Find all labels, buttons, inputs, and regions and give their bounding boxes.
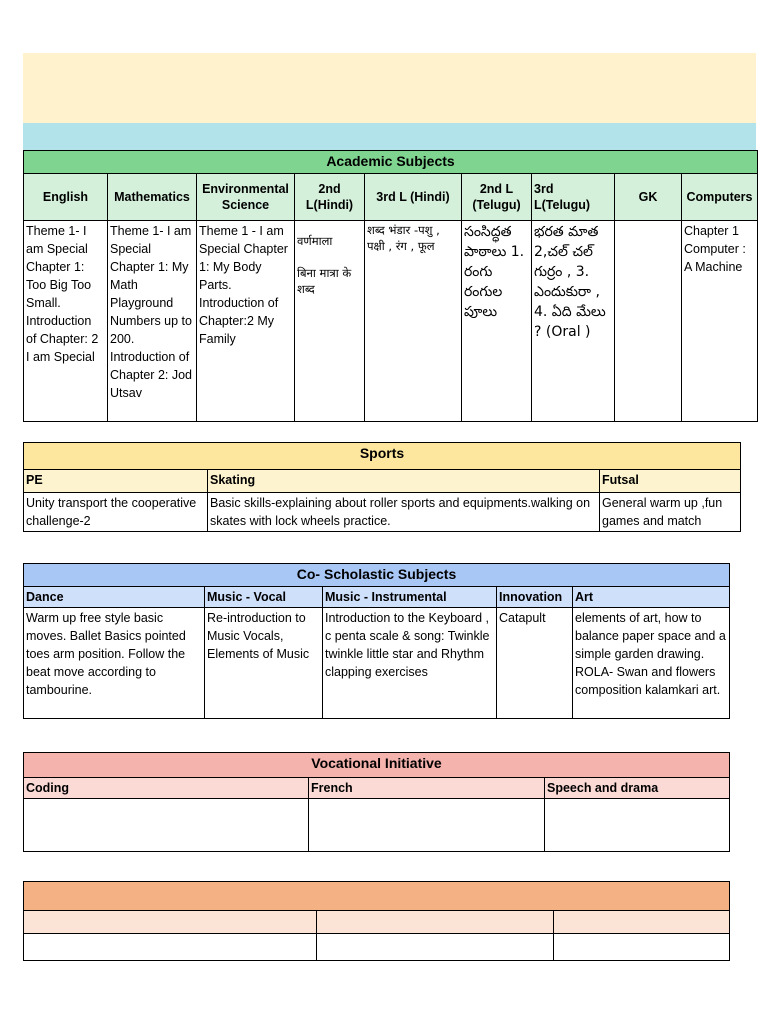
col-coding: Coding: [24, 778, 309, 799]
empty-subheader-cell: [317, 911, 554, 934]
cell-music-vocal: Re-introduction to Music Vocals, Elements of Music: [205, 608, 323, 719]
cell-english: Theme 1- I am Special Chapter 1: Too Big Too Small. Introduction of Chapter: 2 I am Special: [24, 221, 108, 422]
co-scholastic-title: Co- Scholastic Subjects: [24, 564, 730, 587]
academic-title: Academic Subjects: [24, 151, 758, 174]
cell-gk: [615, 221, 682, 422]
col-dance: Dance: [24, 587, 205, 608]
cell-french: [309, 799, 545, 852]
academic-subjects-table: [23, 150, 758, 422]
cell-dance: Warm up free style basic moves. Ballet Basics pointed toes arm position. Follow the beat move according to tambourine.: [24, 608, 205, 719]
col-computers: Computers: [682, 174, 758, 221]
cell-pe: Unity transport the cooperative challenge-2: [24, 493, 208, 532]
col-2nd-hindi: 2nd L(Hindi): [295, 174, 365, 221]
cell-2nd-hindi: वर्णमाला बिना मात्रा के शब्द: [295, 221, 365, 422]
top-banner: [23, 53, 756, 123]
top-stripe: [23, 123, 756, 150]
cell-speech-and-drama: [545, 799, 730, 852]
vocational-title: Vocational Initiative: [24, 753, 730, 778]
col-speech-and-drama: Speech and drama: [545, 778, 730, 799]
cell-environmental-science: Theme 1 - I am Special Chapter 1: My Body Parts. Introduction of Chapter:2 My Family: [197, 221, 295, 422]
col-mathematics: Mathematics: [108, 174, 197, 221]
col-environmental-science: Environmental Science: [197, 174, 295, 221]
cell-music-instrumental: Introduction to the Keyboard , c penta scale & song: Twinkle twinkle little star and Rhythm clapping exercises: [323, 608, 497, 719]
cell-art: elements of art, how to balance paper space and a simple garden drawing. ROLA- Swan and flowers composition kalamkari art.: [573, 608, 730, 719]
empty-section-header: [24, 882, 730, 911]
empty-subheader-cell: [554, 911, 730, 934]
col-3rd-hindi: 3rd L (Hindi): [365, 174, 462, 221]
empty-cell: [24, 934, 317, 961]
col-skating: Skating: [208, 470, 600, 493]
empty-cell: [554, 934, 730, 961]
table-row: [24, 221, 758, 422]
col-3rd-telugu: 3rd L(Telugu): [532, 174, 615, 221]
table-row: [24, 608, 730, 719]
table-row: [24, 799, 730, 852]
cell-mathematics: Theme 1- I am Special Chapter 1: My Math Playground Numbers up to 200. Introduction of Chapter 2: Jod Utsav: [108, 221, 197, 422]
col-french: French: [309, 778, 545, 799]
table-row: [24, 934, 730, 961]
empty-cell: [317, 934, 554, 961]
cell-coding: [24, 799, 309, 852]
table-row: [24, 493, 741, 532]
empty-subheader-cell: [24, 911, 317, 934]
col-2nd-telugu: 2nd L (Telugu): [462, 174, 532, 221]
co-scholastic-table: [23, 563, 730, 719]
col-innovation: Innovation: [497, 587, 573, 608]
col-gk: GK: [615, 174, 682, 221]
cell-futsal: General warm up ,fun games and match: [600, 493, 741, 532]
col-music-vocal: Music - Vocal: [205, 587, 323, 608]
cell-3rd-hindi: शब्द भंडार -पशु , पक्षी , रंग , फूल: [365, 221, 462, 422]
cell-computers: Chapter 1 Computer : A Machine: [682, 221, 758, 422]
col-pe: PE: [24, 470, 208, 493]
empty-section-table: [23, 881, 730, 961]
cell-innovation: Catapult: [497, 608, 573, 719]
cell-3rd-telugu: భరత మాత 2,చల్ చల్ గుర్రం , 3. ఎందుకురా , 4. ఏది మేలు ? (Oral ): [532, 221, 615, 422]
col-art: Art: [573, 587, 730, 608]
cell-2nd-telugu: సంసిద్ధత పాఠాలు 1. రంగు రంగుల పూలు: [462, 221, 532, 422]
sports-table: [23, 442, 741, 532]
col-futsal: Futsal: [600, 470, 741, 493]
col-music-instrumental: Music - Instrumental: [323, 587, 497, 608]
vocational-initiative-table: [23, 752, 730, 852]
sports-title: Sports: [24, 443, 741, 470]
col-english: English: [24, 174, 108, 221]
cell-skating: Basic skills-explaining about roller sports and equipments.walking on skates with lock wheels practice.: [208, 493, 600, 532]
